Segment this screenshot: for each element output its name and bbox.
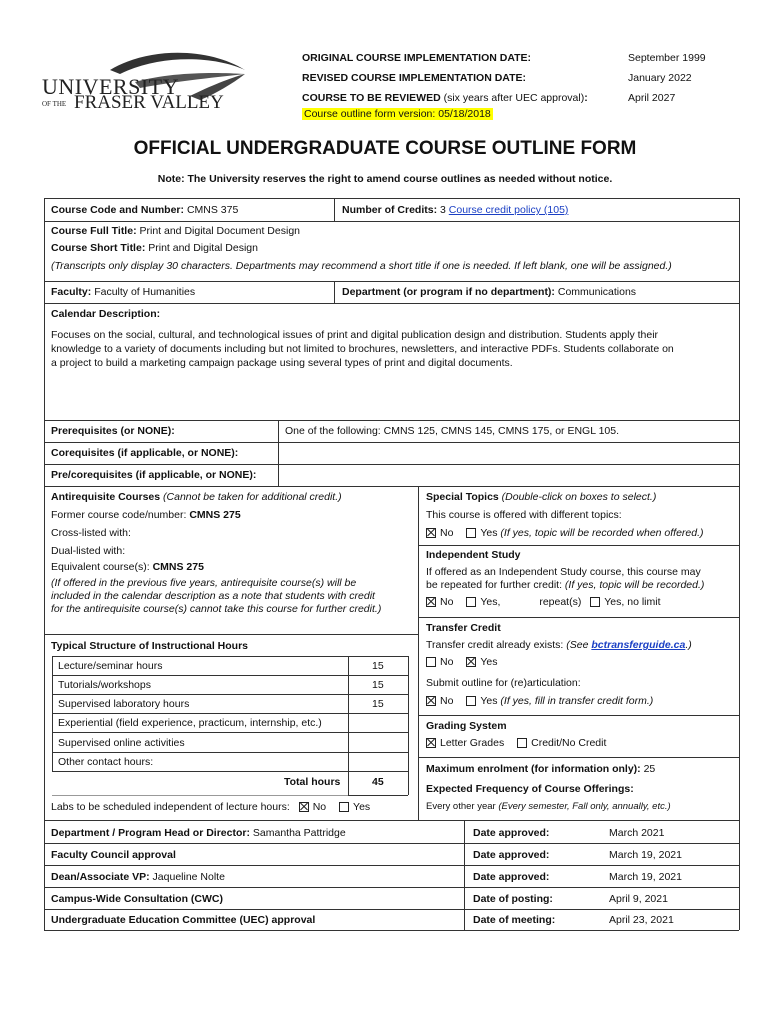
special-topics-title: Special Topics bbox=[426, 491, 499, 503]
total-hours-value: 45 bbox=[372, 776, 384, 788]
independent-study-options bbox=[426, 596, 661, 608]
transfer-submit-note: (If yes, fill in transfer credit form.) bbox=[500, 695, 654, 707]
revised-date-label: REVISED COURSE IMPLEMENTATION DATE: bbox=[302, 72, 527, 84]
faculty-value: Faculty of Humanities bbox=[94, 286, 196, 298]
labs-no-label: No bbox=[312, 801, 327, 813]
form-version-highlight: Course outline form version: 05/18/2018 bbox=[304, 108, 491, 120]
faculty-label: Faculty: bbox=[51, 286, 92, 298]
special-topics-no-checkbox[interactable] bbox=[426, 528, 436, 538]
approval-date-label: Date approved: bbox=[473, 827, 550, 839]
department-field[interactable] bbox=[342, 286, 636, 298]
credits-value: 3 bbox=[440, 204, 446, 216]
independent-study-heading: Independent Study bbox=[426, 549, 521, 561]
special-topics-note: (Double-click on boxes to select.) bbox=[501, 491, 657, 503]
hours-row-label: Tutorials/workshops bbox=[58, 679, 151, 691]
independent-study-yes-label: Yes, bbox=[480, 596, 501, 608]
credits-label: Number of Credits: bbox=[342, 204, 438, 216]
calendar-label: Calendar Description: bbox=[51, 308, 161, 320]
special-topics-yes-label: Yes bbox=[480, 527, 498, 539]
special-topics-heading bbox=[426, 491, 656, 503]
independent-study-no-checkbox[interactable] bbox=[426, 597, 436, 607]
transfer-exists-yes-checkbox[interactable] bbox=[466, 657, 476, 667]
review-date-label: COURSE TO BE REVIEWED bbox=[302, 92, 441, 104]
hours-row-label: Lecture/seminar hours bbox=[58, 660, 163, 672]
full-title-field[interactable] bbox=[51, 225, 300, 237]
prereq-value[interactable]: One of the following: CMNS 125, CMNS 145, CMNS 175, or ENGL 105. bbox=[285, 425, 620, 437]
independent-study-repeat-label: repeat(s) bbox=[539, 596, 582, 608]
full-title-value: Print and Digital Document Design bbox=[139, 225, 300, 237]
former-code-field[interactable] bbox=[51, 509, 241, 521]
calendar-line: knowledge to a variety of documents including but not limited to brochures, newsletters, and interactive PDFs. Students collaborate on bbox=[51, 343, 674, 355]
former-code-label: Former course code/number: bbox=[51, 509, 187, 521]
approval-label: Campus-Wide Consultation (CWC) bbox=[51, 893, 223, 905]
hours-row-value[interactable]: 15 bbox=[372, 679, 384, 691]
equivalent-value: CMNS 275 bbox=[152, 561, 204, 573]
page-title: OFFICIAL UNDERGRADUATE COURSE OUTLINE FORM bbox=[133, 138, 637, 159]
transfer-submit-yes-checkbox[interactable] bbox=[466, 696, 476, 706]
labs-label: Labs to be scheduled independent of lecture hours: bbox=[51, 801, 290, 813]
independent-study-no-label: No bbox=[440, 596, 454, 608]
logo-fraser-valley-text: FRASER VALLEY bbox=[74, 92, 224, 113]
approval-name[interactable]: Jaqueline Nolte bbox=[152, 871, 225, 883]
antireq-note-line: included in the calendar description as a note that students with credit bbox=[51, 590, 375, 602]
antireq-note-line: (If offered in the previous five years, antirequisite course(s) will be bbox=[51, 577, 357, 589]
prereq-label: Prerequisites (or NONE): bbox=[51, 425, 175, 437]
independent-study-line2-note: (If yes, topic will be recorded.) bbox=[564, 579, 705, 591]
transfer-exists-no-checkbox[interactable] bbox=[426, 657, 436, 667]
letter-grades-label: Letter Grades bbox=[440, 737, 505, 749]
transfer-exists-note-end: .) bbox=[685, 639, 692, 651]
credit-no-credit-label: Credit/No Credit bbox=[531, 737, 607, 749]
independent-study-line2 bbox=[426, 579, 704, 591]
approval-date-value[interactable]: March 2021 bbox=[609, 827, 665, 839]
labs-yes-checkbox[interactable] bbox=[339, 802, 349, 812]
transcript-note: (Transcripts only display 30 characters. Departments may recommend a short title if one is needed. If left blank, one will be assigned.) bbox=[51, 260, 672, 272]
hours-table bbox=[52, 656, 408, 795]
antireq-note-line: for the antirequisite course(s) cannot take this course for further credit.) bbox=[51, 603, 382, 615]
credit-no-credit-checkbox[interactable] bbox=[517, 738, 527, 748]
review-date-row bbox=[302, 92, 588, 104]
short-title-value: Print and Digital Design bbox=[148, 242, 258, 254]
credits-field[interactable] bbox=[342, 204, 568, 216]
antireq-note bbox=[51, 577, 381, 616]
amend-note: Note: The University reserves the right to amend course outlines as needed without notice. bbox=[157, 173, 613, 185]
original-date-value: September 1999 bbox=[628, 52, 706, 64]
revised-date-value: January 2022 bbox=[628, 72, 692, 84]
approval-label: Faculty Council approval bbox=[51, 849, 176, 861]
approval-date-value[interactable]: March 19, 2021 bbox=[609, 871, 682, 883]
bctransferguide-link[interactable]: bctransferguide.ca bbox=[591, 639, 686, 651]
transfer-credit-heading: Transfer Credit bbox=[426, 622, 501, 634]
course-code-field[interactable] bbox=[51, 204, 238, 216]
short-title-field[interactable] bbox=[51, 242, 258, 254]
course-code-label: Course Code and Number: bbox=[51, 204, 185, 216]
frequency-value: Every other year bbox=[426, 801, 496, 812]
hours-row-label: Experiential (field experience, practicum, internship, etc.) bbox=[58, 717, 322, 729]
equivalent-label: Equivalent course(s): bbox=[51, 561, 150, 573]
transfer-exists-options bbox=[426, 656, 498, 668]
transfer-submit-yes-label: Yes bbox=[480, 695, 498, 707]
transfer-exists-note: (See bbox=[566, 639, 592, 651]
transfer-submit-label: Submit outline for (re)articulation: bbox=[426, 677, 581, 689]
hours-row-label: Supervised laboratory hours bbox=[58, 698, 190, 710]
special-topics-options bbox=[426, 527, 704, 539]
transfer-exists-yes-label: Yes bbox=[480, 656, 498, 668]
approval-label: Undergraduate Education Committee (UEC) approval bbox=[51, 914, 316, 926]
former-code-value: CMNS 275 bbox=[189, 509, 241, 521]
independent-study-yes-checkbox[interactable] bbox=[466, 597, 476, 607]
special-topics-no-label: No bbox=[440, 527, 454, 539]
approval-row bbox=[51, 827, 346, 839]
calendar-line: Focuses on the social, cultural, and technological issues of print and digital publication design and distribution. Students apply their bbox=[51, 329, 659, 341]
university-logo bbox=[40, 48, 250, 118]
hours-row-value[interactable]: 15 bbox=[372, 698, 384, 710]
original-date-label: ORIGINAL COURSE IMPLEMENTATION DATE: bbox=[302, 52, 532, 64]
labs-no-checkbox[interactable] bbox=[299, 802, 309, 812]
review-date-value: April 2027 bbox=[628, 92, 676, 104]
approval-label: Department / Program Head or Director: bbox=[51, 827, 250, 839]
hours-row-value[interactable]: 15 bbox=[372, 660, 384, 672]
approval-date-label: Date approved: bbox=[473, 871, 550, 883]
independent-study-nolimit-label: Yes, no limit bbox=[604, 596, 661, 608]
transfer-exists-row bbox=[426, 639, 692, 651]
approval-label: Dean/Associate VP: bbox=[51, 871, 150, 883]
max-enrolment-value: 25 bbox=[643, 763, 656, 775]
independent-study-nolimit-checkbox[interactable] bbox=[590, 597, 600, 607]
coreq-label: Corequisites (if applicable, or NONE): bbox=[51, 447, 239, 459]
review-date-note: (six years after UEC approval) bbox=[443, 92, 585, 104]
max-enrolment-field[interactable] bbox=[426, 763, 655, 775]
antireq-heading-note: (Cannot be taken for additional credit.) bbox=[163, 491, 342, 503]
hours-heading: Typical Structure of Instructional Hours bbox=[51, 640, 248, 652]
antireq-heading bbox=[51, 491, 342, 503]
labs-yes-label: Yes bbox=[353, 801, 371, 813]
total-hours-label: Total hours bbox=[284, 776, 341, 788]
credit-policy-link[interactable]: Course credit policy (105) bbox=[448, 204, 569, 216]
transfer-exists-label: Transfer credit already exists: bbox=[426, 639, 564, 651]
frequency-label: Expected Frequency of Course Offerings: bbox=[426, 783, 634, 795]
max-enrolment-label: Maximum enrolment (for information only): bbox=[426, 763, 641, 775]
crosslisted-field[interactable]: Cross-listed with: bbox=[51, 527, 131, 539]
precoreq-label: Pre/corequisites (if applicable, or NONE): bbox=[51, 469, 257, 481]
special-topics-yes-checkbox[interactable] bbox=[466, 528, 476, 538]
independent-study-line1: If offered as an Independent Study course, this course may bbox=[426, 566, 701, 578]
approval-date-label: Date approved: bbox=[473, 849, 550, 861]
faculty-field[interactable] bbox=[51, 286, 195, 298]
approval-date-label: Date of meeting: bbox=[473, 914, 556, 926]
grading-heading: Grading System bbox=[426, 720, 507, 732]
approval-date-label: Date of posting: bbox=[473, 893, 553, 905]
department-value: Communications bbox=[557, 286, 637, 298]
approval-date-value[interactable]: April 23, 2021 bbox=[609, 914, 674, 926]
antireq-heading-text: Antirequisite Courses bbox=[51, 491, 161, 503]
review-colon: : bbox=[584, 92, 588, 104]
course-code-value: CMNS 375 bbox=[186, 204, 239, 216]
logo-university-text: UNIVERSITY bbox=[42, 74, 179, 99]
labs-scheduling-row bbox=[51, 801, 370, 813]
logo-of-the-text: OF THE bbox=[42, 100, 67, 108]
equivalent-field[interactable] bbox=[51, 561, 204, 573]
frequency-field[interactable] bbox=[426, 801, 671, 812]
approval-date-value[interactable]: March 19, 2021 bbox=[609, 849, 682, 861]
special-topics-question: This course is offered with different topics: bbox=[426, 509, 622, 521]
transfer-exists-no-label: No bbox=[440, 656, 454, 668]
hours-row-label: Other contact hours: bbox=[58, 756, 154, 768]
special-topics-yes-note: (If yes, topic will be recorded when offered.) bbox=[500, 527, 704, 539]
duallisted-field[interactable]: Dual-listed with: bbox=[51, 545, 126, 557]
full-title-label: Course Full Title: bbox=[51, 225, 137, 237]
transfer-submit-options bbox=[426, 695, 653, 707]
hours-row-label: Supervised online activities bbox=[58, 737, 185, 749]
calendar-line: a project to build a marketing campaign package using several types of print and digital documents. bbox=[51, 357, 513, 369]
approval-date-value[interactable]: April 9, 2021 bbox=[609, 893, 668, 905]
approval-row bbox=[51, 871, 225, 883]
letter-grades-checkbox[interactable] bbox=[426, 738, 436, 748]
frequency-note: (Every semester, Fall only, annually, etc.) bbox=[498, 801, 671, 812]
transfer-submit-no-checkbox[interactable] bbox=[426, 696, 436, 706]
independent-study-line2-text: be repeated for further credit: bbox=[426, 579, 562, 591]
calendar-description[interactable] bbox=[51, 328, 736, 370]
department-label: Department (or program if no department): bbox=[342, 286, 555, 298]
transfer-submit-no-label: No bbox=[440, 695, 454, 707]
grading-options bbox=[426, 737, 606, 749]
approval-name[interactable]: Samantha Pattridge bbox=[252, 827, 346, 839]
short-title-label: Course Short Title: bbox=[51, 242, 146, 254]
